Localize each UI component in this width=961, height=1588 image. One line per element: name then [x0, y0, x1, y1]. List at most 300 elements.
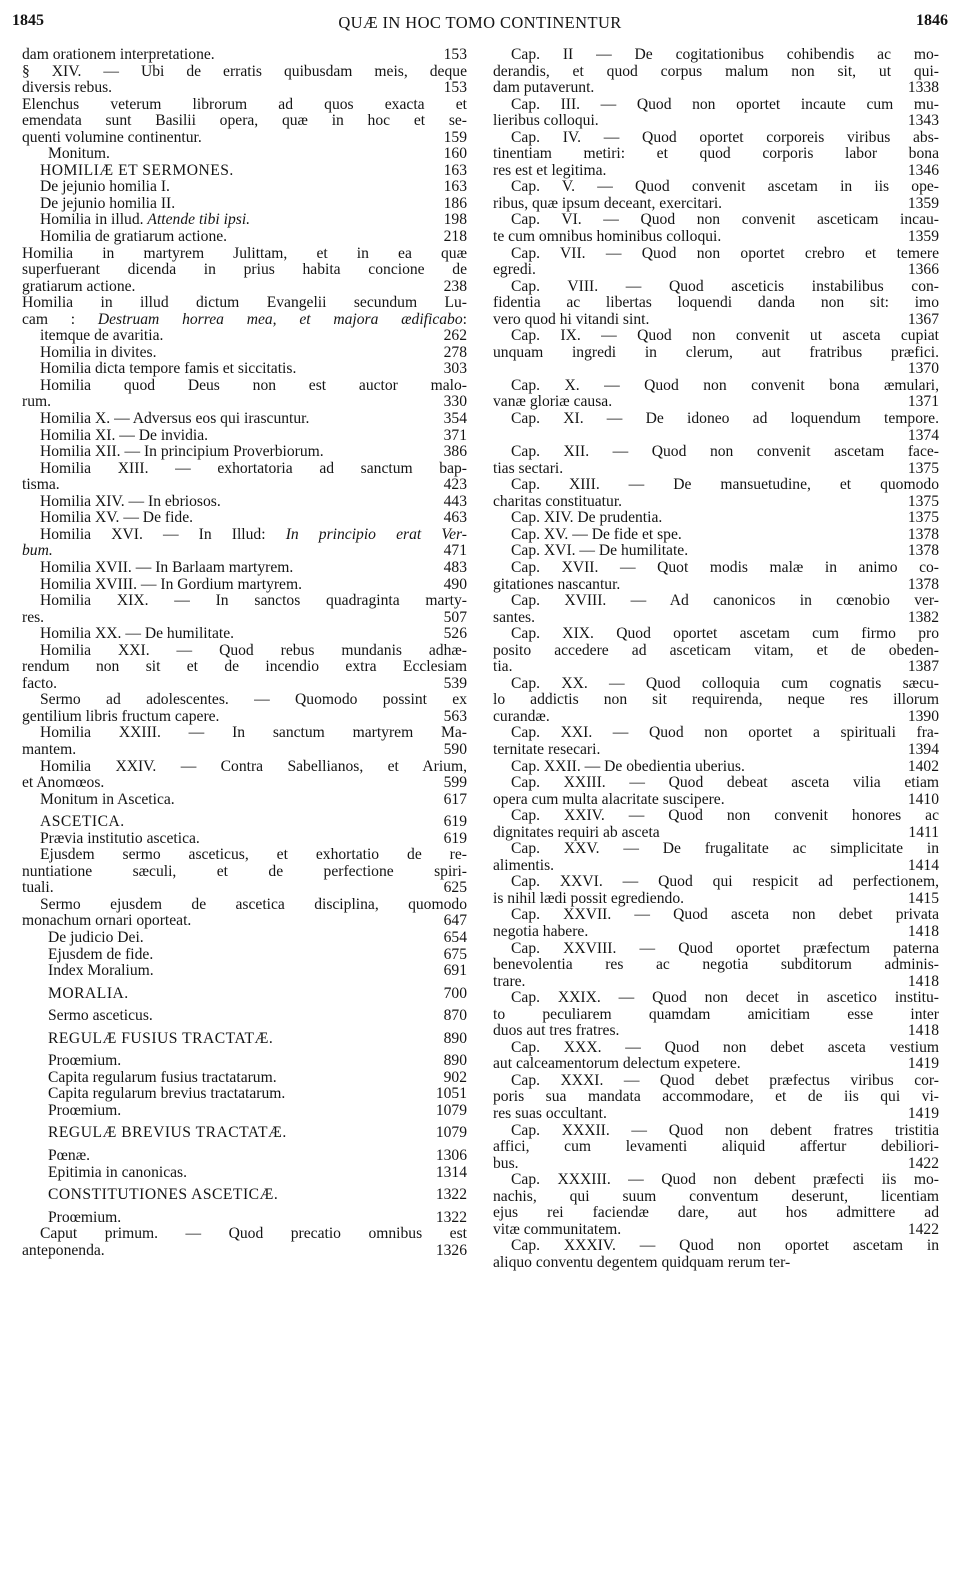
entry-line: posito accedere ad asceticam vitam, et de obeden- [493, 641, 939, 659]
entry-last-line [22, 1103, 467, 1120]
entry-title: vanæ gloriæ causa. [493, 394, 613, 411]
page-number: 526 [443, 625, 467, 643]
toc-entry [22, 527, 467, 560]
entry-title: trare. [493, 973, 526, 990]
toc-entry [22, 1125, 467, 1142]
toc-entry [493, 543, 939, 560]
entry-last-line [493, 113, 939, 130]
page-number: 599 [443, 774, 467, 792]
page-number: 163 [443, 178, 467, 196]
toc-entry [22, 378, 467, 411]
page-number: 386 [443, 443, 467, 461]
entry-title: res suas occultant. [493, 1106, 607, 1122]
entry-last-line [22, 880, 467, 897]
page-number: 1378 [907, 525, 939, 543]
toc-entry [493, 941, 939, 991]
italic-text: Attende tibi ipsi. [147, 212, 251, 229]
entry-last-line [22, 831, 467, 848]
entry-title: et Anomœos. [22, 775, 105, 792]
entry-last-line [22, 626, 467, 643]
entry-title: Proœmium. [48, 1053, 122, 1070]
entry-line: superfuerant dicenda in prius habita concione de [22, 261, 467, 279]
toc-entry [493, 759, 939, 776]
entry-last-line [493, 510, 939, 527]
right-column-number: 1846 [916, 12, 948, 29]
entry-title: res est et legitima. [493, 162, 607, 179]
entry-line: Cap. XIII. — De mansuetudine, et quomodo [511, 476, 939, 494]
entry-title: tias sectari. [493, 460, 564, 477]
page-title: QUÆ IN HOC TOMO CONTINENTUR [338, 13, 622, 32]
entry-last-line [493, 1056, 939, 1073]
entry-last-line [493, 312, 939, 329]
entry-line: Cap. XI. — De idoneo ad loquendum tempore. [511, 410, 939, 428]
entry-title: gratiarum actione. [22, 278, 136, 295]
entry-last-line [493, 709, 939, 726]
toc-entry [22, 1210, 467, 1227]
page-number: 303 [443, 360, 467, 378]
page-number: 1414 [907, 856, 939, 874]
entry-last-line [493, 577, 939, 594]
page-number: 1322 [435, 1186, 467, 1204]
entry-last-line [22, 1031, 467, 1048]
entry-title: santes. [493, 609, 536, 626]
entry-line: § XIV. — Ubi de erratis quibusdam meis, deque [22, 62, 467, 80]
entry-line: Cap. XVIII. — Ad canonicos in cœnobio ver- [511, 592, 939, 610]
toc-entry [493, 444, 939, 477]
entry-last-line [22, 279, 467, 296]
entry-title: tisma. [22, 477, 60, 494]
entry-last-line [22, 610, 467, 627]
toc-entry [22, 643, 467, 693]
entry-title: Monitum. [48, 146, 110, 163]
entry-last-line [22, 947, 467, 964]
entry-last-line [22, 963, 467, 980]
entry-title: tuali. [22, 880, 54, 897]
entry-last-line [22, 361, 467, 378]
entry-last-line [22, 1148, 467, 1165]
toc-entry [493, 593, 939, 626]
page-number: 1306 [435, 1147, 467, 1164]
entry-line: Cap. XX. — Quod colloquia cum cognatis sæcu- [511, 674, 939, 692]
entry-last-line [493, 394, 939, 411]
entry-last-line [493, 527, 939, 544]
entry-line: Cap. XXXII. — Quod non debent fratres tristitia [511, 1121, 939, 1139]
toc-entry [22, 246, 467, 296]
entry-title: lieribus colloqui. [493, 113, 599, 130]
page-number: 890 [443, 1052, 467, 1070]
toc-entry [22, 725, 467, 758]
page-number: 153 [443, 79, 467, 97]
entry-title: aut calceamentorum delectum expetere. [493, 1056, 741, 1073]
entry-last-line [22, 1053, 467, 1070]
toc-entry [22, 1053, 467, 1070]
page-number: 443 [443, 492, 467, 510]
entry-title: diversis rebus. [22, 80, 113, 97]
entry-line: Homilia in martyrem Julittam, et in ea quæ [22, 244, 467, 262]
entry-last-line [493, 759, 939, 776]
entry-last-line [22, 444, 467, 461]
toc-entry [22, 831, 467, 848]
entry-title: Ejusdem de fide. [48, 946, 154, 963]
entry-line: Cap. XXXI. — Quod debet præfectus viribus cor- [511, 1071, 939, 1089]
toc-entry [22, 963, 467, 980]
toc-entry [22, 1187, 467, 1204]
toc-entry [22, 146, 467, 163]
entry-title [40, 212, 250, 229]
toc-entry [22, 229, 467, 246]
toc-entry [22, 577, 467, 594]
toc-entry [22, 444, 467, 461]
toc-entry [493, 130, 939, 180]
entry-title: opera cum multa alacritate suscipere. [493, 791, 725, 808]
entry-line: Cap. XXV. — De frugalitate ac simplicitate in [511, 840, 939, 858]
entry-title: Cap. XVI. — De humilitate. [511, 543, 689, 560]
toc-entry [22, 1086, 467, 1103]
entry-last-line [22, 510, 467, 527]
entry-title: Homilia XVII. — In Barlaam martyrem. [40, 559, 294, 576]
toc-entry [22, 1070, 467, 1087]
entry-last-line [493, 659, 939, 676]
toc-entry [22, 930, 467, 947]
page-number: 647 [443, 912, 467, 930]
page-number: 1338 [907, 79, 939, 97]
entry-line: rendum non sit et de incendio extra Ecclesiam [22, 658, 467, 676]
entry-line: fidentia ac libertas loquendi danda non sit: imo [493, 294, 939, 312]
entry-line: Cap. VIII. — Quod asceticis instabilibus con- [511, 277, 939, 295]
page-number: 1418 [907, 972, 939, 990]
entry-title: ternitate resecari. [493, 741, 601, 758]
page-number: 691 [443, 962, 467, 980]
entry-title: vitæ communitatem. [493, 1221, 622, 1238]
entry-title: Pœnæ. [48, 1148, 91, 1164]
page-number: 1051 [435, 1085, 467, 1103]
toc-entry [22, 494, 467, 511]
entry-line: cam : Destruam horrea mea, et majora ædificabo: [22, 310, 467, 328]
entry-line: tinentiam metiri: et quod corporis labor bona [493, 145, 939, 163]
page-number: 700 [443, 984, 467, 1002]
entry-line: Sermo ejusdem de ascetica disciplina, quomodo [40, 895, 467, 913]
entry-line: Cap. XXVII. — Quod asceta non debet privata [511, 906, 939, 924]
page-number: 619 [443, 813, 467, 831]
entry-title: dignitates requiri ab asceta [493, 824, 660, 841]
page-number: 1370 [907, 360, 939, 378]
page-number: 890 [443, 1029, 467, 1047]
entry-title [22, 543, 53, 560]
page-number: 1422 [907, 1220, 939, 1238]
entry-title: Sermo asceticus. [48, 1008, 153, 1025]
entry-title: HOMILIÆ ET SERMONES. [40, 162, 234, 179]
page-number: 625 [443, 879, 467, 897]
page-number: 354 [443, 410, 467, 428]
entry-title: mantem. [22, 741, 77, 758]
entry-title: Epitimia in canonicas. [48, 1164, 188, 1181]
page-number: 617 [443, 790, 467, 808]
toc-entry [493, 477, 939, 510]
toc-entry [493, 874, 939, 907]
entry-last-line [493, 1023, 939, 1040]
entry-line: nachis, qui suum conventum deserunt, licentiam [493, 1187, 939, 1205]
page-number: 160 [443, 145, 467, 163]
toc-entry [493, 907, 939, 940]
toc-entry [22, 692, 467, 725]
entry-last-line [22, 229, 467, 246]
entry-line: derandis, et quod corpus malum non sit, ut qui- [493, 62, 939, 80]
entry-line: Caput primum. — Quod precatio omnibus est [40, 1225, 467, 1243]
entry-last-line [22, 1165, 467, 1182]
entry-line: Cap. XXI. — Quod non oportet a spirituali fra- [511, 724, 939, 742]
page-number: 1422 [907, 1154, 939, 1172]
entry-title: duos aut tres fratres. [493, 1023, 620, 1040]
entry-title: dam putaverunt. [493, 80, 595, 97]
entry-title: negotia habere. [493, 923, 589, 940]
page-number: 1375 [907, 459, 939, 477]
entry-line: Cap. II — De cogitationibus cohibendis ac mo- [511, 46, 939, 63]
page-number: 1394 [907, 740, 939, 758]
page-number: 1375 [907, 492, 939, 510]
entry-line: ejus rei faciendæ dare, aut hos admittere ad [493, 1204, 939, 1222]
entry-title: De jejunio homilia II. [40, 195, 176, 212]
page-header [12, 12, 948, 36]
entry-last-line [22, 47, 467, 64]
page-number: 1402 [907, 757, 939, 775]
entry-line: Cap. XXVIII. — Quod oportet præfectum paterna [511, 939, 939, 957]
entry-last-line [22, 1210, 467, 1227]
entry-line: Homilia XIX. — In sanctos quadraginta marty- [40, 592, 467, 610]
page-number: 371 [443, 426, 467, 444]
toc-entry [493, 725, 939, 758]
entry-last-line [493, 1156, 939, 1173]
entry-title: vero quod hi vitandi sint. [493, 311, 650, 328]
toc-entry [493, 212, 939, 245]
entry-line: to peculiarem quamdam amicitiam esse inter [493, 1005, 939, 1023]
entry-title: ribus, quæ ipsum deceant, exercitari. [493, 195, 723, 212]
entry-last-line [22, 80, 467, 97]
page-number: 1390 [907, 707, 939, 725]
toc-entry [493, 626, 939, 676]
entry-last-line [493, 742, 939, 759]
page-number: 563 [443, 707, 467, 725]
entry-last-line [22, 477, 467, 494]
page-number: 1418 [907, 1022, 939, 1040]
italic-text: Destruam horrea mea, et majora ædificabo [97, 310, 463, 328]
page-number: 619 [443, 829, 467, 847]
entry-title: Homilia XX. — De humilitate. [40, 626, 235, 643]
entry-title: Cap. XV. — De fide et spe. [511, 526, 682, 543]
entry-title: egredi. [493, 262, 536, 279]
entry-title: te cum omnibus hominibus colloqui. [493, 229, 722, 246]
toc-entry [22, 179, 467, 196]
page-number: 471 [443, 542, 467, 560]
entry-title: Homilia XV. — De fide. [40, 510, 194, 527]
entry-last-line [493, 924, 939, 941]
entry-last-line [493, 858, 939, 875]
page-number: 1343 [907, 112, 939, 130]
page-number: 1314 [435, 1163, 467, 1181]
page-number: 1322 [435, 1208, 467, 1226]
entry-line: Cap. XIX. Quod oportet ascetam cum firmo pro [511, 625, 939, 643]
entry-last-line [493, 543, 939, 560]
entry-line: Cap. VI. — Quod non convenit asceticam incau- [511, 211, 939, 229]
toc-entry [493, 47, 939, 97]
entry-last-line [493, 610, 939, 627]
toc-entry [22, 986, 467, 1003]
page-number: 1419 [907, 1055, 939, 1073]
toc-entry [22, 1226, 467, 1259]
page-number: 198 [443, 211, 467, 229]
toc-entry [22, 759, 467, 792]
toc-entry [493, 179, 939, 212]
entry-line: Cap. IX. — Quod non convenit ut asceta cupiat [511, 327, 939, 345]
entry-title: Homilia XVIII. — In Gordium martyrem. [40, 576, 303, 593]
page-number: 262 [443, 327, 467, 345]
entry-title: Homilia XIV. — In ebriosos. [40, 493, 221, 510]
entry-title: Homilia X. — Adversus eos qui irascuntur. [40, 411, 310, 428]
entry-title: Homilia in divites. [40, 344, 157, 361]
page-number: 1382 [907, 608, 939, 626]
entry-last-line [22, 709, 467, 726]
entry-line: Ejusdem sermo asceticus, et exhortatio de re- [40, 846, 467, 864]
toc-entry [493, 990, 939, 1040]
italic-text: In principio erat Ver- [285, 525, 467, 543]
page-number: 539 [443, 674, 467, 692]
entry-last-line [22, 130, 467, 147]
italic-text: bum. [22, 543, 53, 560]
page-number: 902 [443, 1068, 467, 1086]
page-number: 507 [443, 608, 467, 626]
entry-title: Homilia dicta tempore famis et siccitatis. [40, 361, 297, 378]
toc-entry [493, 1073, 939, 1123]
entry-title: De judicio Dei. [48, 929, 144, 946]
page-number: 1367 [907, 310, 939, 328]
entry-title: Homilia XII. — In principium Proverbiorum. [40, 444, 324, 461]
toc-entry [22, 814, 467, 831]
toc-entry [493, 510, 939, 527]
toc-entry [22, 47, 467, 64]
entry-last-line [493, 461, 939, 478]
toc-entry [22, 792, 467, 809]
entry-line: Homilia XXI. — Quod rebus mundanis adhæ- [40, 641, 467, 659]
page-number: 1415 [907, 889, 939, 907]
toc-entry [22, 1031, 467, 1048]
toc-entry [22, 295, 467, 345]
entry-line: Cap. IV. — Quod oportet corporeis viribus abs- [511, 128, 939, 146]
entry-last-line [22, 814, 467, 831]
toc-entry [22, 626, 467, 643]
entry-last-line [493, 974, 939, 991]
toc-entry [493, 560, 939, 593]
toc-entry [493, 808, 939, 841]
toc-entry [22, 212, 467, 229]
toc-entry [493, 1040, 939, 1073]
toc-entry [22, 64, 467, 97]
entry-line: unquam ingredi in clerum, aut fratribus præfici. [493, 343, 939, 361]
page-number: 1378 [907, 542, 939, 560]
entry-line: emendata sunt Basilii opera, quæ in hoc et se- [22, 112, 467, 130]
entry-title: dam orationem interpretatione. [22, 47, 215, 63]
entry-line: poris sua mandata accommodare, et de iis qui vi- [493, 1088, 939, 1106]
page-number: 423 [443, 476, 467, 494]
entry-last-line [22, 560, 467, 577]
entry-last-line [493, 825, 939, 842]
entry-title: Monitum in Ascetica. [40, 791, 175, 808]
toc-entry [493, 97, 939, 130]
entry-line: Homilia XVI. — In Illud: In principio erat Ver- [40, 525, 467, 543]
entry-line: Cap. XXIV. — Quod non convenit honores ac [511, 807, 939, 825]
entry-line: Cap. XII. — Quod non convenit ascetam face- [511, 443, 939, 461]
page-number: 238 [443, 277, 467, 295]
page-number: 1079 [435, 1101, 467, 1119]
entry-title-part: Homilia in illud. [40, 212, 148, 229]
entry-title: Capita regularum brevius tractatarum. [48, 1086, 286, 1103]
toc-entry [493, 328, 939, 378]
toc-entry [22, 97, 467, 147]
entry-line: Homilia in illud dictum Evangelii secundum Lu- [22, 294, 467, 312]
page-number: 218 [443, 228, 467, 246]
toc-entry [22, 1103, 467, 1120]
left-column [22, 47, 467, 1259]
page-number: 1366 [907, 261, 939, 279]
entry-last-line [22, 1187, 467, 1204]
toc-entry [22, 461, 467, 494]
entry-title: is nihil lædi possit egrediendo. [493, 890, 685, 907]
entry-last-line [22, 775, 467, 792]
page-number: 1378 [907, 575, 939, 593]
entry-last-line [22, 1243, 467, 1260]
toc-entry [22, 510, 467, 527]
entry-title: charitas constituatur. [493, 493, 623, 510]
entry-line: Cap. XXIII. — Quod debeat asceta vilia etiam [511, 774, 939, 792]
entry-title: rum. [22, 394, 52, 411]
toc-entry [493, 378, 939, 411]
entry-title: quenti volumine continentur. [22, 129, 202, 146]
toc-entry [22, 1008, 467, 1025]
toc-entry [22, 593, 467, 626]
entry-last-line [22, 394, 467, 411]
entry-line: Cap. XXIX. — Quod non decet in ascetico institu- [511, 989, 939, 1007]
toc-entry [493, 1123, 939, 1173]
toc-entry [493, 1238, 939, 1271]
page-number: 153 [443, 46, 467, 63]
entry-line: aliquo conventu degentem quidquam rerum ter- [493, 1253, 791, 1271]
toc-entry [493, 527, 939, 544]
entry-title: curandæ. [493, 708, 550, 725]
page-number: 1371 [907, 393, 939, 411]
entry-line: affici, cum levamenti aliquid affertur debiliori- [493, 1138, 939, 1156]
entry-title: Cap. XXII. — De obedientia uberius. [511, 758, 745, 775]
entry-last-line [493, 80, 939, 97]
page-number: 1346 [907, 161, 939, 179]
entry-line: Homilia XXIV. — Contra Sabellianos, et Arium, [40, 757, 467, 775]
entry-line: Homilia XXIII. — In sanctum martyrem Ma- [40, 724, 467, 742]
toc-entry [22, 560, 467, 577]
entry-title: Homilia de gratiarum actione. [40, 229, 228, 246]
entry-line: Cap. VII. — Quod non oportet crebro et temere [511, 244, 939, 262]
entry-title: REGULÆ FUSIUS TRACTATÆ. [48, 1030, 274, 1047]
entry-last-line [22, 1125, 467, 1142]
toc-entry [22, 947, 467, 964]
entry-line: benevolentia res ac negotia subditorum adminis- [493, 956, 939, 974]
entry-title: alimentis. [493, 857, 555, 874]
entry-last-line [22, 986, 467, 1003]
toc-entry [22, 428, 467, 445]
page-number: 330 [443, 393, 467, 411]
entry-title: Proœmium. [48, 1209, 122, 1226]
entry-line: Elenchus veterum librorum ad quos exacta et [22, 95, 467, 113]
entry-last-line [22, 146, 467, 163]
entry-last-line [22, 742, 467, 759]
page-number: 1375 [907, 509, 939, 527]
entry-last-line [493, 1222, 939, 1239]
